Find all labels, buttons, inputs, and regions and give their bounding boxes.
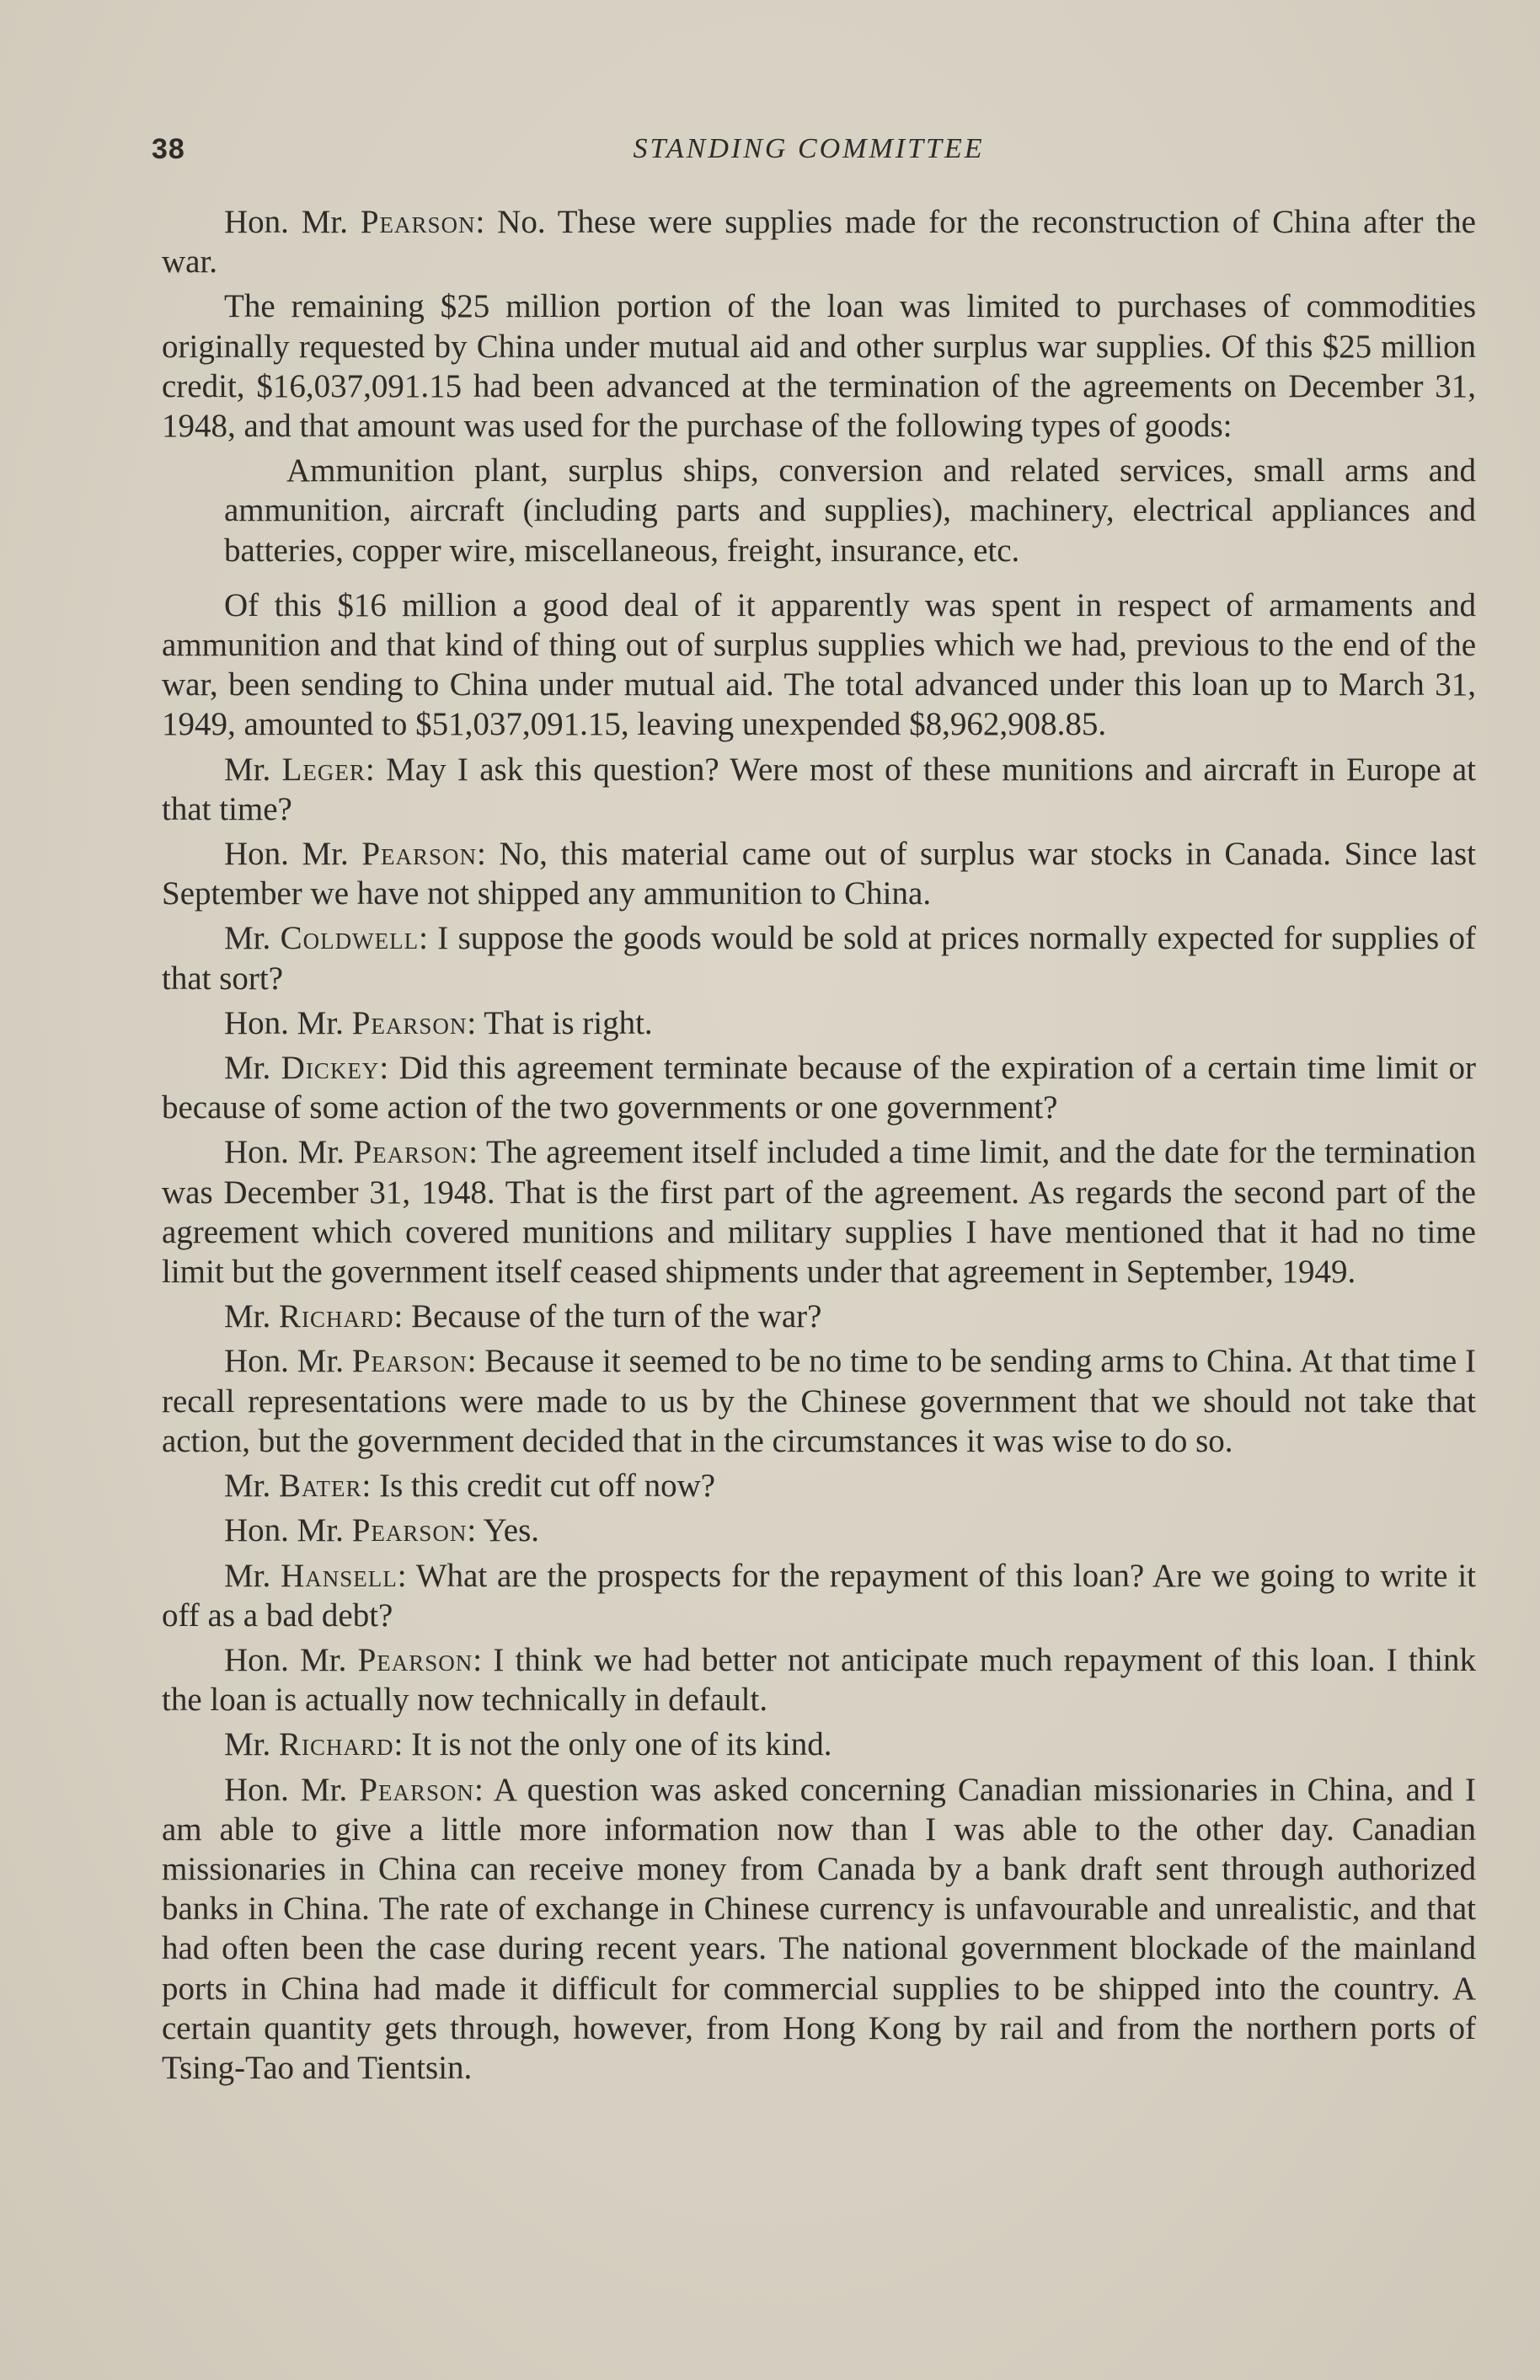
paragraph: Hon. Mr. Pearson: Yes. (224, 1512, 540, 1549)
block-quote: Ammunition plant, surplus ships, conversion and related services, small arms and ammunition, aircraft (including parts and supplies), machinery, electrical appliances and batteries, copper wire, miscellaneous, freight, insurance, etc. (224, 452, 1476, 569)
speaker-name: Pearson (361, 836, 478, 873)
paragraph: Hon. Mr. Pearson: No, this material came out of surplus war stocks in Canada. Since last September we have not shipped any ammunition to China. (162, 836, 1476, 912)
paragraph: Mr. Richard: It is not the only one of its kind. (224, 1726, 832, 1763)
speaker-name: Pearson (353, 1134, 469, 1171)
body-text (162, 202, 1476, 2093)
running-head: STANDING COMMITTEE (633, 133, 985, 164)
speaker-name: Pearson (351, 1512, 468, 1549)
paragraph: Mr. Coldwell: I suppose the goods would be sold at prices normally expected for supplies of that sort? (162, 920, 1476, 997)
speaker-name: Coldwell (280, 920, 420, 957)
paragraph: Hon. Mr. Pearson: That is right. (224, 1004, 653, 1041)
paragraph: Of this $16 million a good deal of it apparently was spent in respect of armaments and ammunition and that kind of thing out of surplus supplies which we had, previous to the end of the war, been sending to China under mutual aid. The total advanced under this loan up to March 31, 1949, amounted to $51,037,091.15, leaving unexpended $8,962,908.85. (162, 586, 1476, 743)
paragraph: Mr. Bater: Is this credit cut off now? (224, 1468, 716, 1505)
paragraph: Hon. Mr. Pearson: A question was asked concerning Canadian missionaries in China, and I am able to give a little more information now than I was able to the other day. Canadian missionaries in China can receive money from Canada by a bank draft sent through authorized banks in China. The rate of exchange in Chinese currency is unfavourable and unrealistic, and that had often been the case during recent years. The national government blockade of the mainland ports in China had made it difficult for commercial supplies to be shipped into the country. A certain quantity gets through, however, from Hong Kong by rail and from the northern ports of Tsing-Tao and Tientsin. (162, 1771, 1476, 2086)
speaker-name: Pearson (351, 1343, 468, 1380)
speaker-name: Hansell (281, 1557, 398, 1594)
paragraph: Hon. Mr. Pearson: The agreement itself included a time limit, and the date for the termination was December 31, 1948. That is the first part of the agreement. As regards the second part of the agreement which covered munitions and military supplies I have mentioned that it had no time limit but the government itself ceased shipments under that agreement in September, 1949. (162, 1134, 1476, 1291)
page-header (152, 133, 1466, 175)
page-number: 38 (152, 133, 185, 165)
speaker-name: Leger (281, 751, 366, 788)
paragraph: Hon. Mr. Pearson: Because it seemed to be no time to be sending arms to China. At that time I recall representations were made to us by the Chinese government that we should not take that action, but the government decided that in the circumstances it was wise to do so. (162, 1343, 1476, 1459)
speaker-name: Pearson (360, 204, 476, 240)
speaker-name: Richard (279, 1726, 394, 1763)
speaker-name: Dickey (281, 1050, 380, 1087)
paragraph: Hon. Mr. Pearson: I think we had better not anticipate much repayment of this loan. I think the loan is actually now technically in default. (162, 1641, 1476, 1719)
speaker-name: Pearson (357, 1641, 473, 1678)
paragraph: Hon. Mr. Pearson: No. These were supplies made for the reconstruction of China after the war. (162, 204, 1476, 281)
speaker-name: Bater (279, 1468, 362, 1505)
paragraph: Mr. Leger: May I ask this question? Were most of these munitions and aircraft in Europe at that time? (162, 751, 1476, 827)
paragraph: Mr. Richard: Because of the turn of the war? (224, 1298, 822, 1335)
speaker-name: Richard (279, 1298, 394, 1335)
speaker-name: Pearson (359, 1771, 474, 1808)
paragraph: Mr. Hansell: What are the prospects for the repayment of this loan? Are we going to write it off as a bad debt? (162, 1557, 1476, 1634)
paragraph: The remaining $25 million portion of the loan was limited to purchases of commodities originally requested by China under mutual aid and other surplus war supplies. Of this $25 million credit, $16,037,091.15 had been advanced at the termination of the agreements on December 31, 1948, and that amount was used for the purchase of the following types of goods: (162, 288, 1476, 445)
speaker-name: Pearson (351, 1004, 468, 1041)
paragraph: Mr. Dickey: Did this agreement terminate because of the expiration of a certain time limit or because of some action of the two governments or one government? (162, 1050, 1477, 1126)
